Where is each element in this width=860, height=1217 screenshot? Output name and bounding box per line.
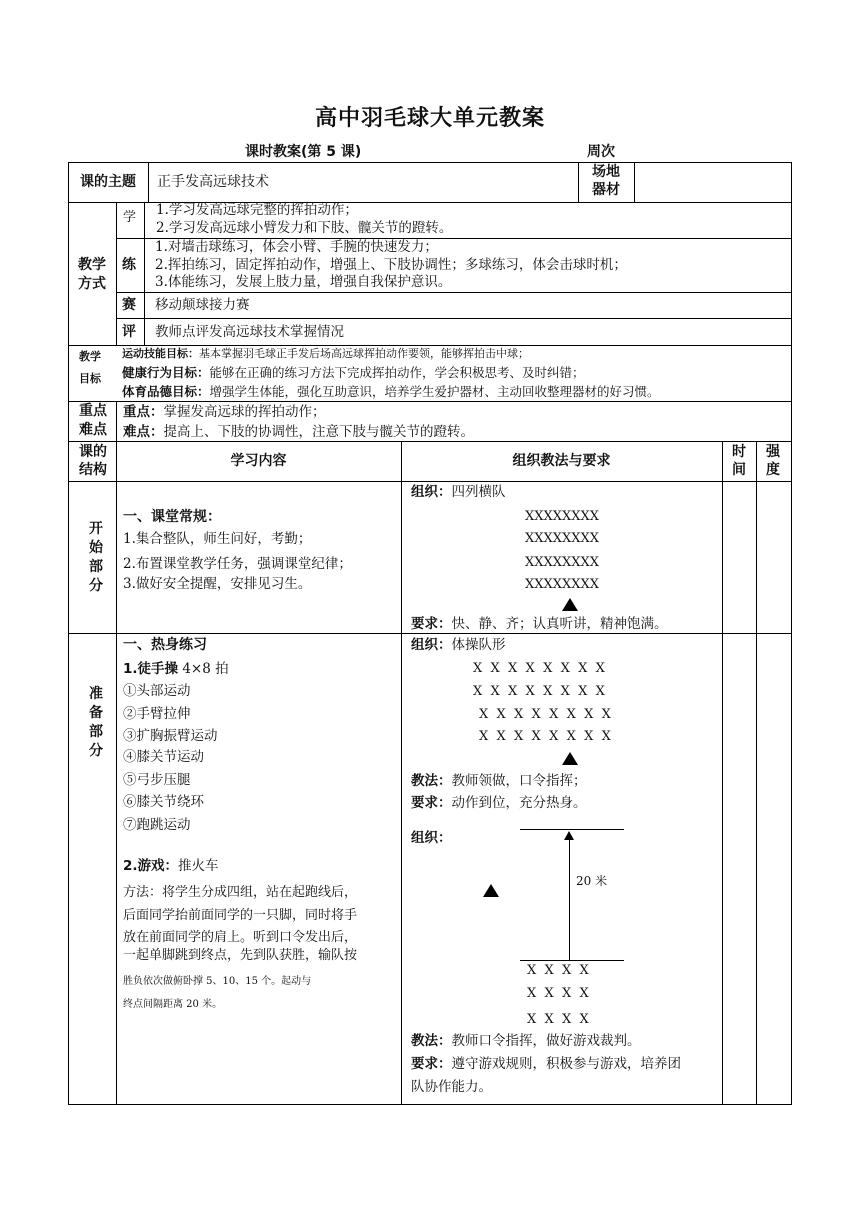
teacher-marker-icon [562, 598, 578, 611]
start-item-3: 3.做好安全提醒，安排见习生。 [123, 576, 312, 592]
skill-goal-text: 基本掌握羽毛球正手发后场高远球挥拍动作要领，能够挥拍击中球； [199, 347, 529, 360]
exercise-1: ①头部运动 [123, 683, 191, 699]
health-goal-label: 健康行为目标： [122, 365, 210, 380]
method-line-1: 方法：将学生分成四组，站在起跑线后， [123, 885, 358, 900]
calisthenics-text: 4×8 拍 [182, 661, 229, 677]
health-goal [122, 364, 585, 382]
prep-req-1 [411, 794, 587, 812]
game-label: 2.游戏： [123, 858, 179, 874]
prep-req2-line-1: 遵守游戏规则，积极参与游戏，培养团 [451, 1056, 681, 1072]
skill-goal [122, 345, 529, 363]
org-header: 组织教法与要求 [512, 453, 611, 469]
gym-row-4: X X X X X X X X [479, 729, 611, 744]
difficulty [123, 423, 474, 441]
prep-teach1-text: 教师领做，口令指挥； [451, 773, 587, 789]
skill-goal-label: 运动技能目标： [122, 347, 199, 360]
start-section-label: 开始部分 [89, 521, 103, 594]
method-line-2: 后面同学抬前面同学的一只脚，同时将手 [123, 908, 358, 923]
calisthenics [123, 660, 229, 678]
distance-label: 20 米 [576, 874, 608, 888]
moral-goal-text: 增强学生体能，强化互助意识，培养学生爱护器材、主动回收整理器材的好习惯。 [209, 384, 660, 399]
start-org [411, 483, 506, 501]
prep-req2-label: 要求： [411, 1056, 452, 1072]
prep-teach2-label: 教法： [411, 1033, 452, 1049]
prep-req1-text: 动作到位，充分热身。 [451, 795, 587, 811]
team-row-1: X X X X [527, 963, 589, 978]
practice-key: 练 [122, 257, 136, 273]
structure-header: 课的结构 [79, 444, 107, 478]
formation-row-3: XXXXXXXX [525, 555, 600, 570]
practice-line-1: 1.对墙击球练习，体会小臂、手腕的快速发力； [155, 239, 438, 255]
prep-teach-2 [411, 1032, 641, 1050]
start-item-2: 2.布置课堂教学任务，强调课堂纪律； [123, 556, 352, 572]
calisthenics-label: 1.徒手操 [123, 661, 179, 677]
exercise-3: ③扩胸振臂运动 [123, 728, 218, 744]
method-line-3: 放在前面同学的肩上。听到口令发出后， [123, 930, 358, 945]
formation-row-4: XXXXXXXX [525, 577, 600, 592]
key-point-text: 掌握发高远球的挥拍动作； [163, 404, 326, 420]
intensity-header: 强度 [766, 444, 780, 478]
teaching-method-label: 教学方式 [78, 257, 106, 292]
content-header: 学习内容 [230, 453, 287, 469]
exercise-5: ⑤弓步压腿 [123, 772, 191, 788]
exercise-7: ⑦跑跳运动 [123, 817, 191, 833]
theme-label: 课的主题 [80, 174, 136, 190]
finish-line [520, 829, 624, 830]
exercise-6: ⑥膝关节绕环 [123, 794, 204, 810]
prep-org1-text: 体操队形 [451, 637, 506, 653]
distance-arrow [569, 834, 570, 960]
prep-req2-line-2: 队协作能力。 [411, 1079, 492, 1095]
prep-teach-1 [411, 772, 587, 790]
method-small-2: 终点间隔距离 20 米。 [123, 999, 223, 1010]
game [123, 857, 219, 875]
start-line [520, 960, 624, 961]
difficulty-text: 提高上、下肢的协调性，注意下肢与髋关节的蹬转。 [163, 424, 474, 440]
game-text: 推火车 [178, 858, 219, 874]
venue-label: 场地器材 [592, 164, 620, 198]
compete-key: 赛 [122, 297, 136, 313]
start-item-1: 1.集合整队，师生问好，考勤； [123, 531, 312, 547]
practice-line-3: 3.体能练习，发展上肢力量，增强自我保护意识。 [155, 274, 452, 290]
start-req-label: 要求： [411, 616, 452, 632]
compete-text: 移动颠球接力赛 [155, 297, 250, 313]
arrow-head-icon [564, 831, 574, 840]
team-row-2: X X X X [527, 986, 589, 1001]
goals-label-1: 教学 [79, 350, 101, 363]
goals-label-2: 目标 [79, 372, 101, 385]
practice-line-2: 2.挥拍练习，固定挥拍动作，增强上、下肢协调性；多球练习，体会击球时机； [155, 257, 627, 273]
prep-org2-label: 组织： [411, 830, 452, 846]
theme-text: 正手发高远球技术 [157, 174, 269, 190]
teacher-marker-icon [562, 752, 578, 765]
start-org-label: 组织： [411, 484, 452, 500]
key-point [123, 403, 326, 421]
lesson-number: 课时教案(第 5 课) [245, 144, 362, 160]
learn-line-1: 1.学习发高远球完整的挥拍动作； [156, 202, 358, 218]
prep-req1-label: 要求： [411, 795, 452, 811]
learn-line-2: 2.学习发高远球小臂发力和下肢、髋关节的蹬转。 [156, 220, 453, 236]
prep-teach2-text: 教师口令指挥，做好游戏裁判。 [451, 1033, 641, 1049]
difficulty-label: 难点： [123, 424, 164, 440]
time-header: 时间 [732, 444, 746, 478]
exercise-2: ②手臂拉伸 [123, 706, 191, 722]
exercise-4: ④膝关节运动 [123, 749, 204, 765]
formation-row-2: XXXXXXXX [525, 531, 600, 546]
prep-heading: 一、热身练习 [123, 637, 207, 653]
prep-org-1 [411, 636, 506, 654]
start-heading: 一、课堂常规： [123, 509, 221, 525]
moral-goal [122, 383, 660, 401]
gym-row-2: X X X X X X X X [473, 684, 605, 699]
learn-key: 学 [123, 210, 137, 225]
method-small-1: 胜负依次做俯卧撑 5、10、15 个。起动与 [123, 976, 312, 987]
week-label: 周次 [587, 144, 615, 160]
key-point-label: 重点： [123, 404, 164, 420]
method-line-4: 一起单脚跳到终点，先到队获胜，输队按 [123, 948, 358, 963]
evaluate-text: 教师点评发高远球技术掌握情况 [155, 324, 344, 340]
prep-org1-label: 组织： [411, 637, 452, 653]
teacher-marker-icon [483, 884, 499, 897]
formation-row-1: XXXXXXXX [525, 509, 600, 524]
page-title: 高中羽毛球大单元教案 [314, 106, 545, 131]
start-req-text: 快、静、齐；认真听讲，精神饱满。 [451, 616, 668, 632]
prep-teach1-label: 教法： [411, 773, 452, 789]
key-points-label: 重点难点 [79, 403, 107, 438]
health-goal-text: 能够在正确的练习方法下完成挥拍动作，学会积极思考、及时纠错； [209, 365, 585, 380]
moral-goal-label: 体育品德目标： [122, 384, 210, 399]
team-row-3: X X X X [527, 1012, 589, 1027]
prep-section-label: 准备部分 [89, 686, 103, 759]
gym-row-3: X X X X X X X X [479, 707, 611, 722]
start-org-text: 四列横队 [451, 484, 506, 500]
gym-row-1: X X X X X X X X [473, 661, 605, 676]
start-requirement [411, 615, 668, 633]
prep-req-2 [411, 1055, 681, 1073]
evaluate-key: 评 [122, 324, 136, 340]
